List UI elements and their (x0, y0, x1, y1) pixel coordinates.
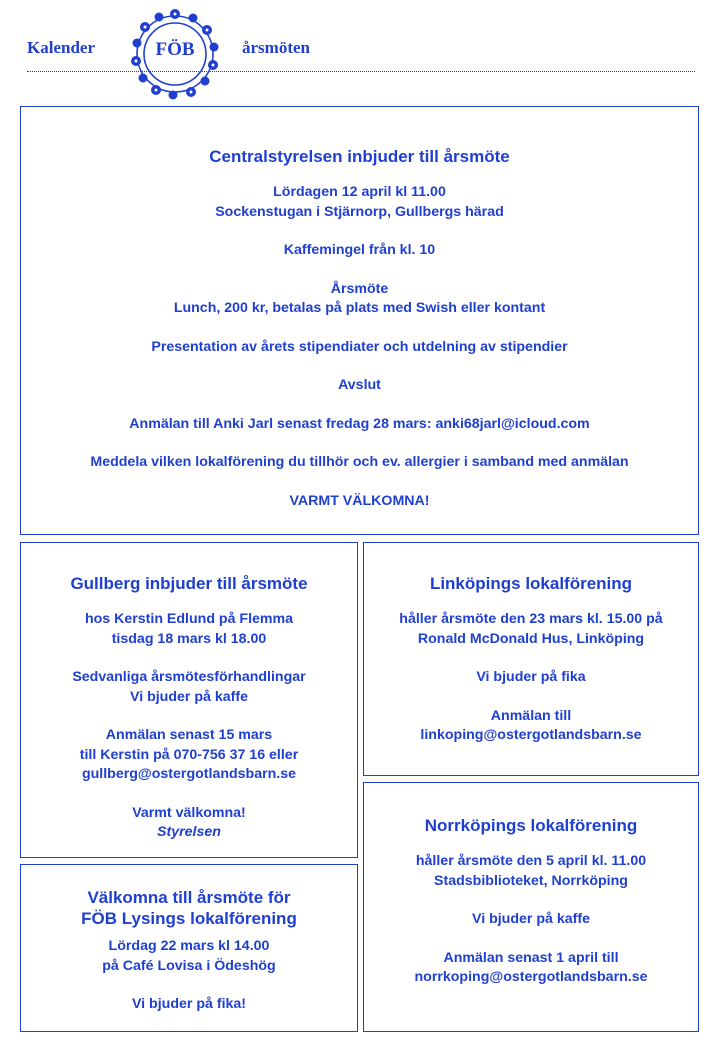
gullberg-line2: tisdag 18 mars kl 18.00 (111, 630, 267, 647)
lysing-box (20, 864, 358, 1032)
gullberg-email: gullberg@ostergotlandsbarn.se (81, 766, 297, 782)
central-meeting: Årsmöte (330, 280, 389, 297)
central-coffee: Kaffemingel från kl. 10 (283, 242, 436, 258)
header-kalender: Kalender (27, 38, 95, 57)
gullberg-line3: Sedvanliga årsmötesförhandlingar (72, 669, 306, 685)
linkoping-line2: Ronald McDonald Hus, Linköping (417, 630, 645, 647)
norrkoping-box (363, 782, 699, 1032)
gullberg-line6: till Kerstin på 070-756 37 16 eller (79, 746, 299, 763)
norrkoping-line3: Vi bjuder på kaffe (471, 911, 590, 927)
gullberg-signature: Styrelsen (157, 824, 221, 840)
central-signup: Anmälan till Anki Jarl senast fredag 28 mars: anki68jarl@icloud.com (129, 415, 590, 432)
central-board-title: Centralstyrelsen inbjuder till årsmöte (209, 147, 510, 166)
linkoping-line4: Anmälan till (490, 707, 572, 724)
central-presentation: Presentation av årets stipendiater och utdelning av stipendier (151, 338, 568, 355)
lysing-title-line2: FÖB Lysings lokalförening (81, 909, 297, 928)
norrkoping-title: Norrköpings lokalförening (424, 816, 638, 835)
lysing-line3: Vi bjuder på fika! (131, 996, 247, 1012)
norrkoping-email: norrkoping@ostergotlandsbarn.se (414, 969, 648, 985)
logo-text: FÖB (155, 39, 195, 60)
gullberg-line4: Vi bjuder på kaffe (129, 688, 248, 705)
lysing-title-line1: Välkomna till årsmöte för (87, 888, 291, 907)
linkoping-box (363, 542, 699, 776)
central-place: Sockenstugan i Stjärnorp, Gullbergs härad (215, 203, 504, 220)
central-board-box (20, 106, 699, 535)
norrkoping-line1: håller årsmöte den 5 april kl. 11.00 (415, 853, 647, 869)
central-notify: Meddela vilken lokalförening du tillhör och ev. allergier i samband med anmälan (90, 454, 629, 470)
header-divider (27, 71, 695, 72)
central-lunch: Lunch, 200 kr, betalas på plats med Swish eller kontant (173, 300, 546, 316)
central-date: Lördagen 12 april kl 11.00 (273, 184, 446, 200)
linkoping-line1: håller årsmöte den 23 mars kl. 15.00 på (399, 611, 663, 627)
fob-logo (124, 3, 226, 105)
gullberg-line1: hos Kerstin Edlund på Flemma (84, 611, 294, 627)
header-arsmoten: årsmöten (242, 38, 310, 57)
linkoping-title: Linköpings lokalförening (429, 574, 633, 593)
gullberg-title: Gullberg inbjuder till årsmöte (70, 574, 308, 593)
central-end: Avslut (338, 377, 381, 393)
lysing-line1: Lördag 22 mars kl 14.00 (108, 938, 270, 954)
lysing-line2: på Café Lovisa i Ödeshög (102, 957, 276, 974)
linkoping-line3: Vi bjuder på fika (476, 669, 586, 685)
linkoping-email: linkoping@ostergotlandsbarn.se (420, 727, 642, 743)
gullberg-welcome: Varmt välkomna! (132, 804, 246, 821)
gullberg-box (20, 542, 358, 858)
gullberg-line5: Anmälan senast 15 mars (105, 727, 273, 743)
norrkoping-line2: Stadsbiblioteket, Norrköping (434, 872, 628, 889)
central-welcome: VARMT VÄLKOMNA! (289, 492, 430, 509)
norrkoping-line4: Anmälan senast 1 april till (443, 949, 619, 966)
